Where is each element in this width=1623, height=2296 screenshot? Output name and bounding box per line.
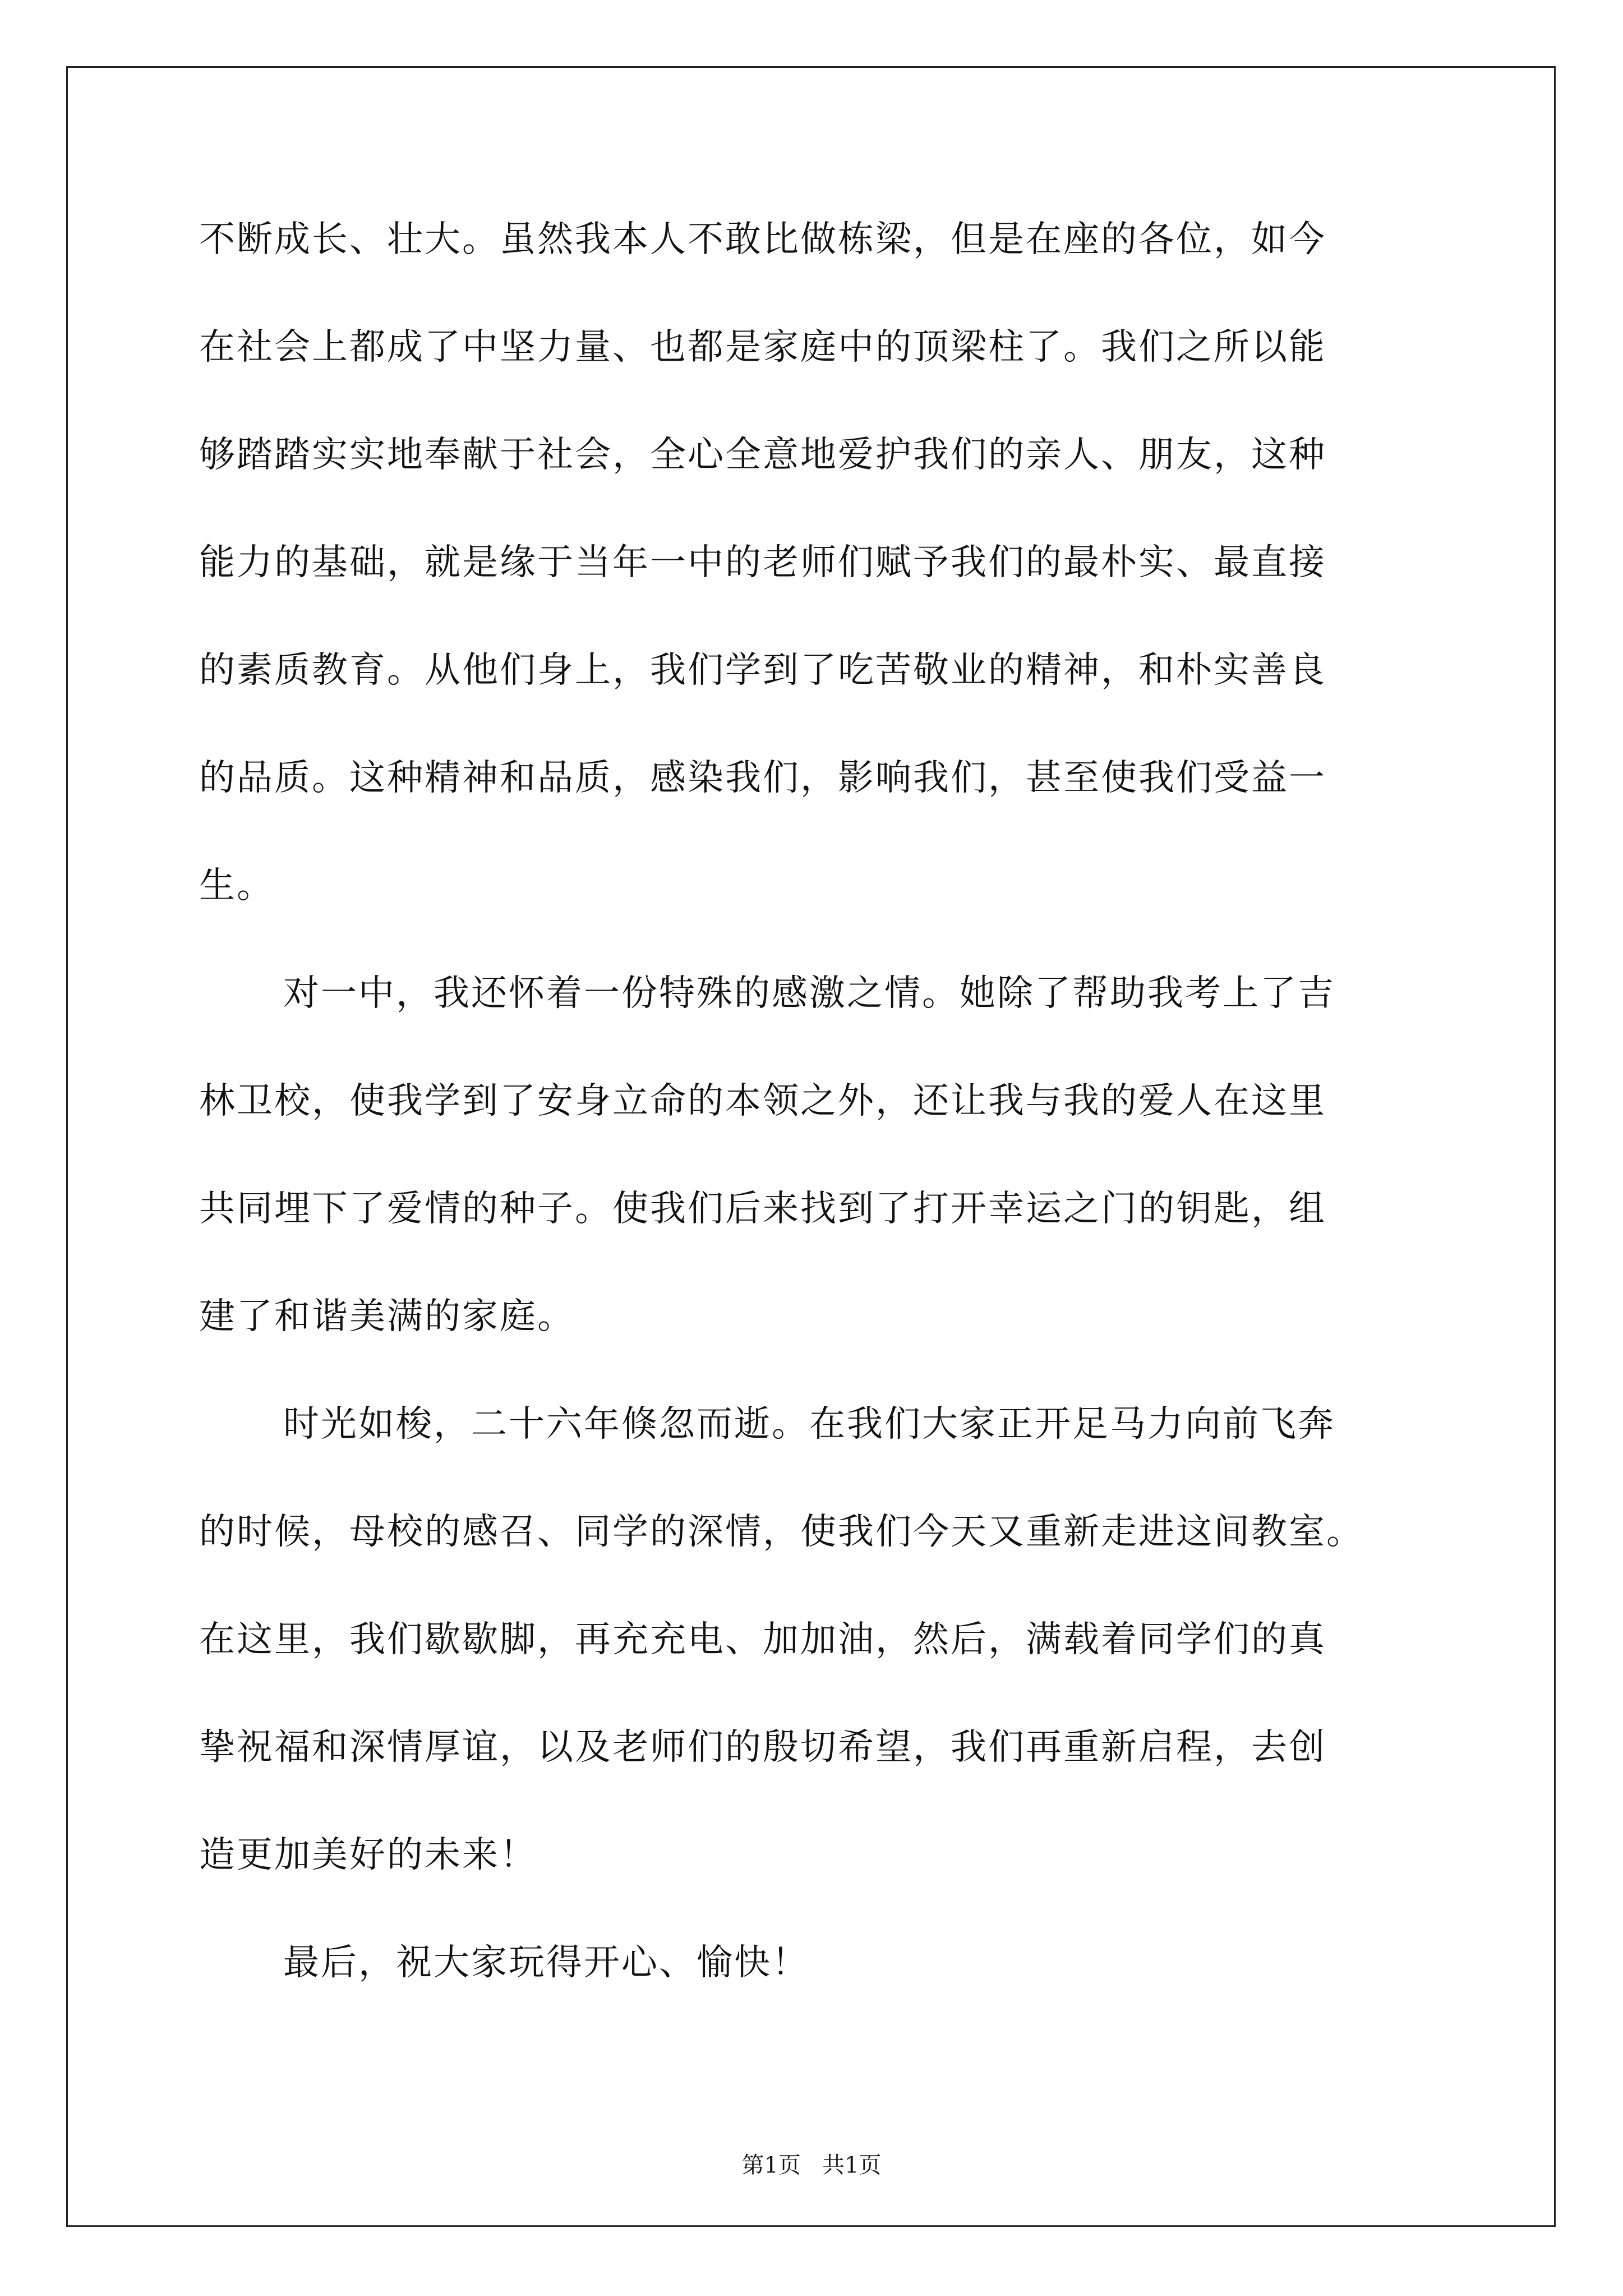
text-line: 的素质教育。从他们身上，我们学到了吃苦敬业的精神，和朴实善良 [199,650,1326,691]
page-border [66,66,1556,2227]
text-line: 建了和谐美满的家庭。 [199,1296,575,1337]
page-number-footer: 第1页 共1页 [741,2152,882,2178]
text-line: 的时候，母校的感召、同学的深情，使我们今天又重新走进这间教室。 [199,1511,1364,1553]
text-line: 的品质。这种精神和品质，感染我们，影响我们，甚至使我们受益一 [199,757,1326,799]
paragraph-start-line: 时光如梭，二十六年倏忽而逝。在我们大家正开足马力向前飞奔 [283,1404,1335,1445]
text-line: 不断成长、壮大。虽然我本人不敢比做栋梁，但是在座的各位，如今 [199,219,1326,260]
text-line: 造更加美好的未来！ [199,1834,537,1876]
text-line: 共同埋下了爱情的种子。使我们后来找到了打开幸运之门的钥匙，组 [199,1188,1326,1230]
paragraph-start-line: 最后，祝大家玩得开心、愉快！ [283,1942,809,1984]
text-line: 挚祝福和深情厚谊，以及老师们的殷切希望，我们再重新启程，去创 [199,1727,1326,1768]
text-line: 在这里，我们歇歇脚，再充充电、加加油，然后，满载着同学们的真 [199,1619,1326,1660]
text-line: 能力的基础，就是缘于当年一中的老师们赋予我们的最朴实、最直接 [199,542,1326,583]
paragraph-start-line: 对一中，我还怀着一份特殊的感激之情。她除了帮助我考上了吉 [283,973,1335,1014]
text-line: 林卫校，使我学到了安身立命的本领之外，还让我与我的爱人在这里 [199,1080,1326,1122]
text-line: 生。 [199,865,274,907]
text-line: 够踏踏实实地奉献于社会，全心全意地爱护我们的亲人、朋友，这种 [199,434,1326,476]
text-line: 在社会上都成了中坚力量、也都是家庭中的顶梁柱了。我们之所以能 [199,326,1326,368]
